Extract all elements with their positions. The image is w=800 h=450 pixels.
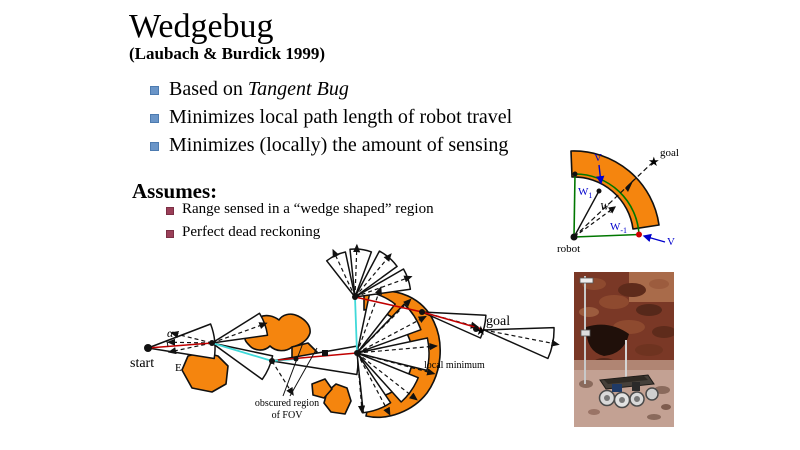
start-label: start (130, 356, 155, 371)
goal-label: goal (660, 147, 679, 159)
bullet-item (150, 106, 512, 134)
bullet-item (150, 134, 512, 162)
e-label: E (175, 362, 182, 374)
wedge-corner-dot (573, 172, 578, 177)
square-bullet-icon (150, 86, 159, 95)
page-subtitle: (Laubach & Burdick 1999) (129, 44, 325, 63)
assumes-heading: Assumes: (132, 179, 218, 203)
goal-star-icon: ★ (648, 154, 660, 169)
assumption-item (166, 201, 434, 224)
v-right-arrow-icon (644, 236, 665, 242)
wm1-label: $W_{-1}$ (610, 221, 628, 235)
alpha-label: α (167, 326, 174, 340)
w0-label: $W_0$ (600, 201, 614, 215)
v-right-label: V (667, 236, 675, 248)
bullet-text: Based on Tangent Bug (169, 78, 349, 100)
assumption-text: Range sensed in a “wedge shaped” region (182, 201, 434, 217)
square-bullet-icon (150, 142, 159, 151)
wedgebug-trajectory-diagram (118, 240, 581, 435)
rover-photo (574, 272, 674, 427)
local-minimum-label: local minimum (424, 360, 485, 371)
red-vertex-dot (636, 232, 642, 238)
bullet-list (150, 78, 512, 162)
v-top-label: V (594, 152, 602, 164)
wedge-sensor-inset-diagram (555, 138, 703, 256)
goal-label: goal (486, 314, 511, 329)
obscured-region-label: obscured region (254, 398, 320, 409)
assumption-text: Perfect dead reckoning (182, 224, 321, 240)
goal-star-icon: ★ (475, 323, 487, 338)
page-title: Wedgebug (129, 8, 274, 45)
square-bullet-icon (166, 230, 174, 238)
bullet-item (150, 78, 512, 106)
w1-label: $W_1$ (578, 186, 593, 200)
bullet-text: Minimizes local path length of robot travel (169, 106, 513, 128)
bullet-text: Minimizes (locally) the amount of sensing (169, 134, 509, 156)
path-segment-cyan (355, 297, 357, 353)
square-bullet-icon (166, 207, 174, 215)
square-bullet-icon (150, 114, 159, 123)
w1-endpoint-dot (597, 189, 602, 194)
obscured-region-label2: of FOV (271, 410, 303, 421)
robot-label: robot (557, 243, 581, 255)
obstacle-blob (182, 352, 228, 392)
